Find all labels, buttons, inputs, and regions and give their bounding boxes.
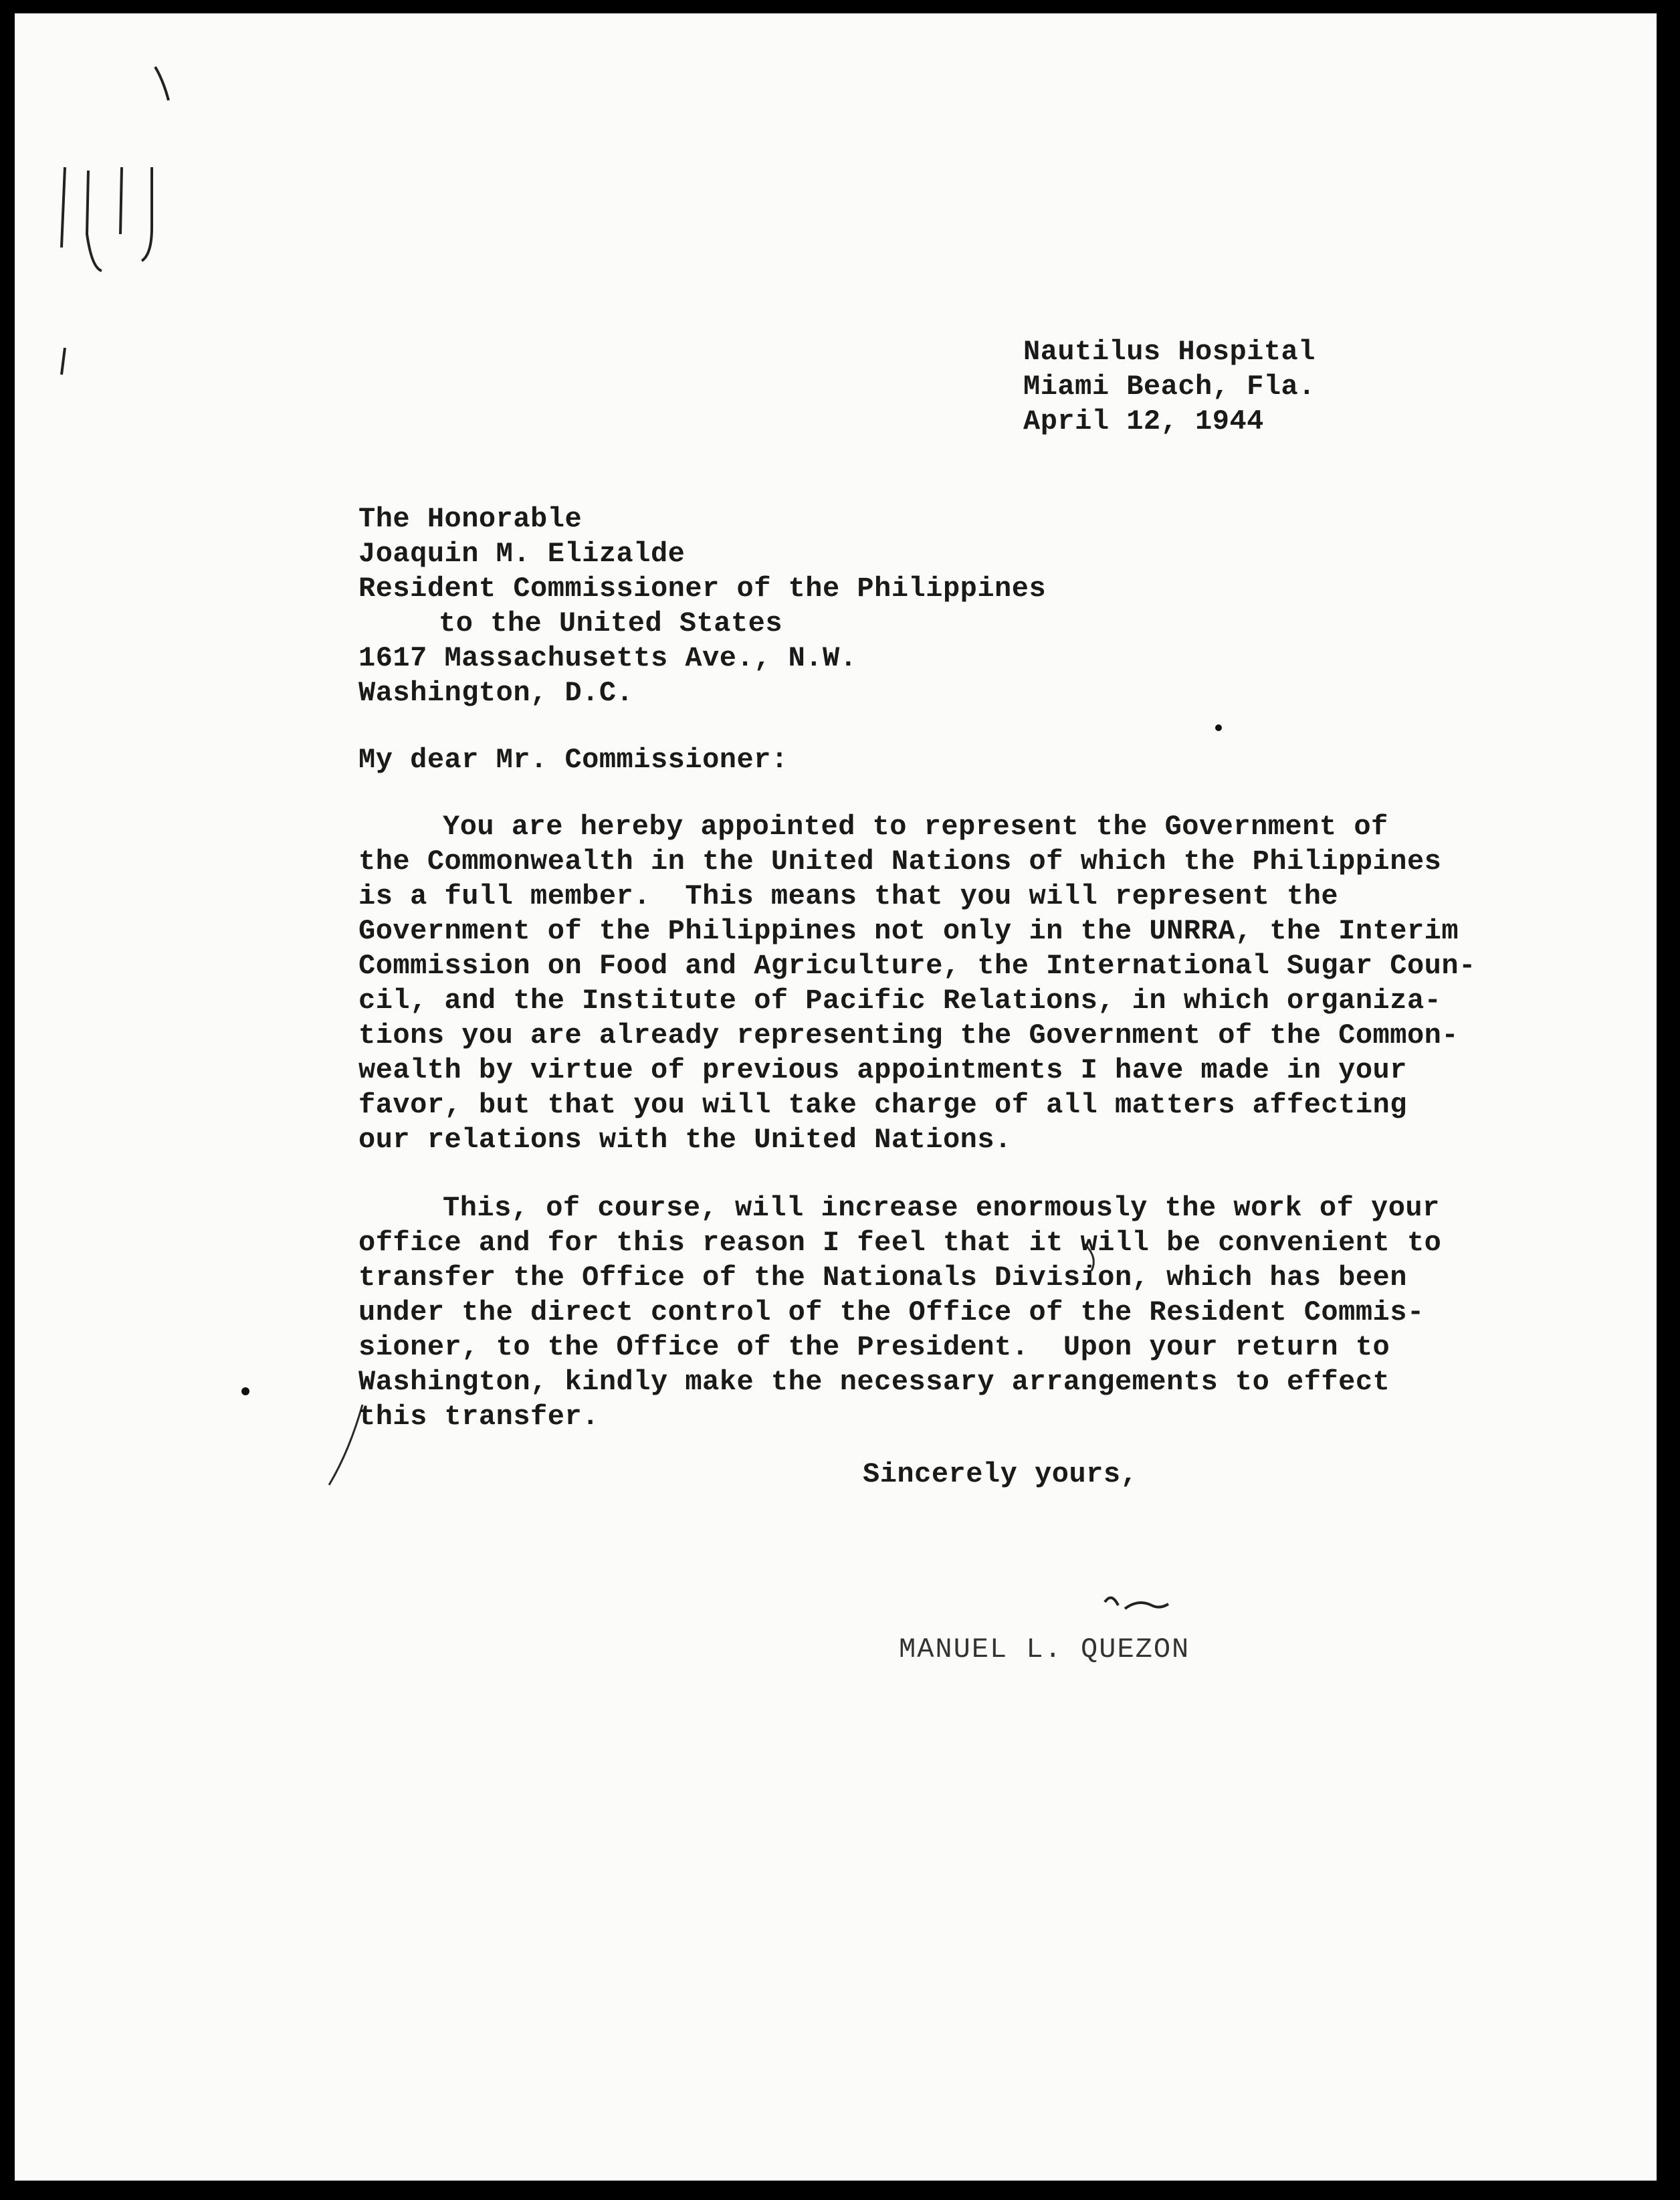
body-paragraph-2 (358, 1191, 1441, 1434)
ink-dot (1215, 724, 1222, 731)
paragraph-line: our relations with the United Nations. (358, 1124, 1012, 1156)
address-line: Resident Commissioner of the Philippines (358, 573, 1047, 605)
paragraph-line: sioner, to the Office of the President. Upon your return to (358, 1331, 1390, 1363)
paragraph-line: the Commonwealth in the United Nations of which the Philippines (358, 845, 1442, 878)
closing (863, 1457, 1138, 1492)
paragraph-line: Washington, kindly make the necessary arrangements to effect (358, 1366, 1390, 1398)
address-line: The Honorable (358, 503, 583, 535)
signature-block (899, 1632, 1190, 1667)
paragraph-line: Government of the Philippines not only in the UNRRA, the Interim (358, 915, 1459, 947)
paragraph-line: Commission on Food and Agriculture, the International Sugar Coun- (358, 950, 1476, 982)
ink-dot (241, 1387, 249, 1395)
salutation-text: My dear Mr. Commissioner: (358, 744, 789, 776)
address-line: Washington, D.C. (358, 677, 634, 709)
paragraph-line: this transfer. (358, 1401, 599, 1433)
body-paragraph-1 (358, 809, 1476, 1157)
paragraph-line: This, of course, will increase enormously the work of your (443, 1192, 1440, 1224)
closing-text: Sincerely yours, (863, 1458, 1138, 1490)
paragraph-line: You are hereby appointed to represent the Government of (443, 811, 1388, 843)
letter-date: April 12, 1944 (1023, 405, 1264, 437)
inside-address (358, 502, 1046, 710)
salutation (358, 742, 789, 777)
paragraph-line: under the direct control of the Office of the Resident Commis- (358, 1296, 1425, 1328)
return-address (1023, 334, 1316, 439)
signature-scribble (1105, 1598, 1168, 1609)
recipient-name: Joaquin M. Elizalde (358, 538, 686, 570)
return-address-line: Miami Beach, Fla. (1023, 371, 1316, 403)
letter-page (15, 13, 1657, 2181)
signer-name: MANUEL L. QUEZON (899, 1633, 1190, 1666)
paragraph-line: favor, but that you will take charge of all matters affecting (358, 1089, 1407, 1121)
paragraph-line: wealth by virtue of previous appointments I have made in your (358, 1054, 1407, 1086)
return-address-line: Nautilus Hospital (1023, 336, 1316, 368)
paragraph-line: transfer the Office of the Nationals Division, which has been (358, 1262, 1407, 1294)
address-line: 1617 Massachusetts Ave., N.W. (358, 642, 857, 674)
paragraph-line: cil, and the Institute of Pacific Relations, in which organiza- (358, 985, 1442, 1017)
paragraph-line: is a full member. This means that you will represent the (358, 880, 1339, 912)
address-line: to the United States (439, 607, 783, 639)
paragraph-line: office and for this reason I feel that it will be convenient to (358, 1227, 1442, 1259)
paragraph-line: tions you are already representing the Government of the Common- (358, 1019, 1459, 1052)
binder-hole-marks (62, 67, 169, 375)
